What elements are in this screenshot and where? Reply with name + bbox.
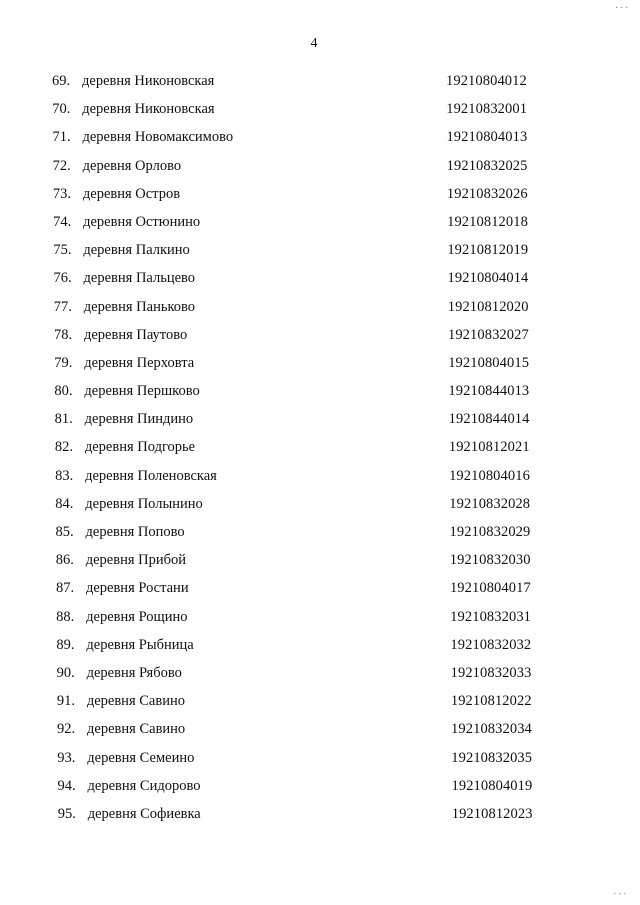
- oktmo-code: 19210804012: [446, 73, 527, 89]
- oktmo-code: 19210804019: [451, 777, 533, 794]
- list-item: [1, 240, 640, 268]
- list-item: [1, 156, 640, 184]
- settlement-name: деревня Сидорово: [87, 777, 201, 794]
- settlement-name: деревня Никоновская: [82, 101, 215, 118]
- settlement-name: деревня Орлово: [82, 157, 182, 174]
- oktmo-code: 19210832033: [450, 664, 532, 681]
- list-item: [6, 804, 640, 832]
- settlement-name: деревня Попово: [85, 524, 185, 540]
- oktmo-code: 19210832034: [451, 721, 532, 738]
- oktmo-code: 19210832028: [449, 495, 531, 512]
- list-item: [4, 578, 640, 606]
- item-number: 94.: [57, 777, 76, 794]
- list-item: [4, 522, 640, 550]
- item-number: 69.: [52, 73, 71, 89]
- settlement-name: деревня Остюнино: [83, 213, 201, 230]
- page-number: 4: [310, 36, 318, 51]
- list-item: [2, 268, 640, 296]
- oktmo-code: 19210832029: [449, 524, 531, 540]
- list-item: [1, 212, 640, 240]
- item-number: 78.: [53, 326, 73, 343]
- settlement-name: деревня Рябово: [86, 664, 182, 681]
- settlement-name: деревня Пальцево: [83, 270, 196, 287]
- settlement-name: деревня Семеино: [87, 749, 195, 766]
- oktmo-code: 19210832025: [446, 157, 528, 174]
- item-number: 70.: [52, 101, 71, 118]
- settlement-name: деревня Подгорье: [84, 439, 196, 456]
- item-number: 79.: [54, 354, 73, 371]
- oktmo-code: 19210804016: [449, 467, 530, 484]
- item-number: 91.: [56, 693, 75, 710]
- item-number: 86.: [55, 552, 74, 569]
- item-number: 76.: [53, 270, 72, 287]
- list-item: [3, 494, 640, 522]
- settlement-name: деревня Новомаксимово: [82, 129, 234, 146]
- list-item: [5, 691, 640, 719]
- item-number: 93.: [57, 749, 76, 766]
- item-number: 75.: [53, 242, 72, 259]
- list-item: [3, 437, 640, 465]
- list-item: [1, 184, 640, 212]
- settlement-name: деревня Остров: [82, 185, 181, 202]
- list-item: [6, 776, 640, 804]
- settlement-name: деревня Рощино: [86, 608, 188, 625]
- list-item: [4, 607, 640, 635]
- settlement-name: деревня Никоновская: [82, 73, 215, 89]
- item-number: 85.: [55, 524, 74, 540]
- oktmo-code: 19210812023: [451, 805, 533, 822]
- settlement-name: деревня Поленовская: [85, 467, 217, 484]
- settlement-name: деревня Полынино: [85, 495, 203, 512]
- settlement-name: деревня Першково: [84, 383, 200, 400]
- list-item: [0, 127, 640, 155]
- item-number: 80.: [54, 383, 73, 400]
- item-number: 88.: [56, 608, 75, 625]
- settlement-name: деревня Прибой: [85, 552, 187, 569]
- list-item: [5, 663, 640, 691]
- list-item: [0, 99, 640, 127]
- oktmo-code: 19210804015: [448, 354, 530, 371]
- item-number: 95.: [57, 805, 76, 822]
- settlement-name: деревня Рыбница: [86, 636, 194, 653]
- list-item: [2, 297, 640, 325]
- oktmo-code: 19210812021: [448, 439, 530, 456]
- item-number: 89.: [56, 636, 75, 653]
- list-item: [5, 748, 640, 776]
- oktmo-code: 19210812020: [447, 298, 529, 315]
- oktmo-code: 19210832026: [446, 185, 528, 202]
- list-item: [3, 466, 640, 494]
- list-item: [2, 353, 640, 381]
- item-number: 83.: [55, 467, 74, 484]
- settlement-name: деревня Савино: [86, 693, 185, 710]
- item-number: 84.: [55, 495, 74, 512]
- scan-mark-top: . . .: [615, 0, 628, 11]
- list-item: [2, 325, 640, 353]
- settlement-name: деревня Пиндино: [84, 411, 194, 428]
- item-number: 71.: [52, 129, 71, 146]
- oktmo-code: 19210812022: [450, 693, 532, 710]
- oktmo-code: 19210812019: [447, 242, 529, 259]
- oktmo-code: 19210804014: [447, 270, 529, 287]
- list-item: [4, 550, 640, 578]
- item-number: 73.: [52, 185, 72, 202]
- item-number: 92.: [57, 721, 76, 738]
- list-item: [3, 409, 640, 437]
- item-number: 90.: [56, 664, 75, 681]
- scan-mark-bottom: . . .: [613, 886, 626, 897]
- oktmo-code: 19210812018: [447, 213, 528, 230]
- list-item: [4, 635, 640, 663]
- oktmo-code: 19210844014: [448, 411, 530, 428]
- list-item: [2, 381, 640, 409]
- oktmo-code: 19210832031: [450, 608, 532, 625]
- list-item: [0, 71, 640, 99]
- settlement-name: деревня Софиевка: [87, 805, 201, 822]
- settlement-name: деревня Паутово: [83, 326, 188, 343]
- settlement-name: деревня Палкино: [83, 242, 190, 259]
- item-number: 72.: [52, 157, 71, 174]
- oktmo-code: 19210832030: [449, 552, 531, 569]
- settlement-name: деревня Савино: [87, 721, 186, 738]
- oktmo-code: 19210832035: [451, 749, 533, 766]
- item-number: 87.: [55, 580, 75, 597]
- item-number: 77.: [53, 298, 72, 315]
- oktmo-code: 19210832001: [446, 101, 528, 118]
- list-item: [5, 719, 640, 747]
- oktmo-code: 19210832032: [450, 636, 532, 653]
- item-number: 82.: [54, 439, 73, 456]
- oktmo-code: 19210804017: [449, 580, 531, 597]
- item-number: 74.: [53, 213, 72, 230]
- oktmo-code: 19210844013: [448, 383, 530, 400]
- settlement-name: деревня Ростани: [85, 580, 189, 597]
- settlement-name: деревня Перховта: [84, 354, 195, 371]
- settlement-name: деревня Паньково: [83, 298, 196, 315]
- oktmo-code: 19210804013: [446, 129, 528, 146]
- oktmo-code: 19210832027: [447, 326, 529, 343]
- item-number: 81.: [54, 411, 73, 428]
- settlement-list: [0, 71, 640, 832]
